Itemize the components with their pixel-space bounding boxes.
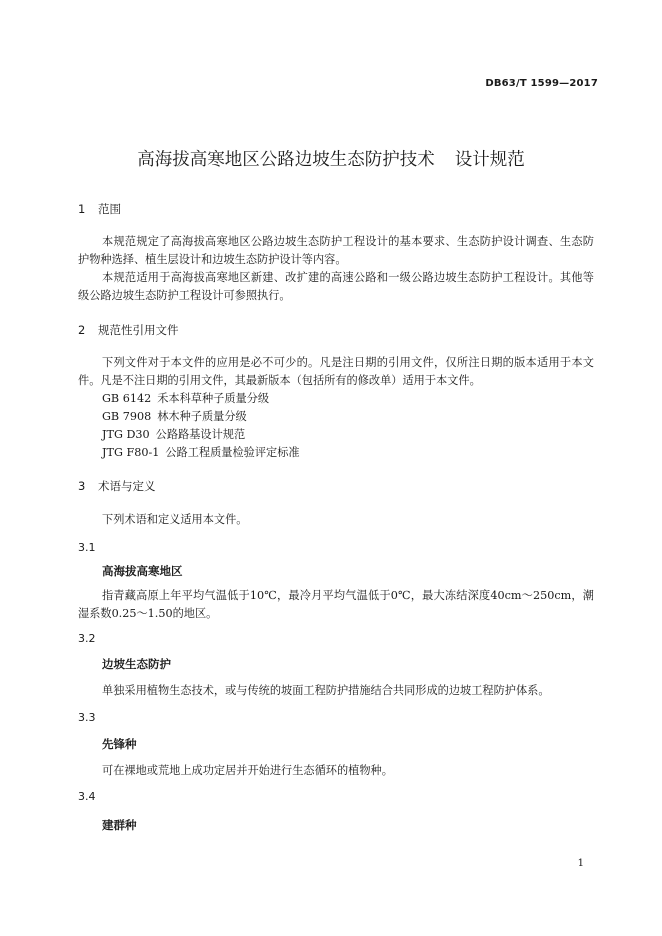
reference-code: JTG F80-1 (102, 446, 160, 459)
reference-code: GB 7908 (102, 410, 152, 423)
section-heading-scope (78, 201, 121, 217)
section-title: 范围 (98, 202, 121, 216)
term-number: 3.4 (78, 790, 96, 803)
term-name: 高海拔高寒地区 (102, 564, 183, 578)
scope-paragraph-1: 本规范规定了高海拔高寒地区公路边坡生态防护工程设计的基本要求、生态防护设计调查、生态防护物种选择、植生层设计和边坡生态防护设计等内容。 (78, 235, 594, 266)
reference-name: 公路路基设计规范 (155, 428, 246, 441)
term-definition: 指青藏高原上年平均气温低于10℃，最冷月平均气温低于0℃，最大冻结深度40cm～250cm，潮湿系数0.25～1.50的地区。 (78, 589, 594, 620)
reference-item (102, 426, 245, 442)
section-number: 1 (78, 202, 86, 216)
term-number: 3.2 (78, 632, 96, 645)
term-definition: 单独采用植物生态技术，或与传统的坡面工程防护措施结合共同形成的边坡工程防护体系。 (102, 684, 550, 697)
term-number: 3.3 (78, 711, 96, 724)
scope-paragraph-2: 本规范适用于高海拔高寒地区新建、改扩建的高速公路和一级公路边坡生态防护工程设计。其他等级公路边坡生态防护工程设计可参照执行。 (78, 271, 594, 302)
reference-code: JTG D30 (102, 428, 150, 441)
term-number: 3.1 (78, 541, 96, 554)
section-heading-references (78, 322, 179, 338)
reference-name: 禾本科草种子质量分级 (157, 392, 270, 405)
term-name: 建群种 (102, 818, 137, 832)
reference-item (102, 390, 269, 406)
term-definition: 可在裸地或荒地上成功定居并开始进行生态循环的植物种。 (102, 764, 393, 777)
section-number: 2 (78, 323, 86, 337)
reference-name: 公路工程质量检验评定标准 (165, 446, 300, 459)
document-code: DB63/T 1599—2017 (485, 78, 598, 89)
section-title: 术语与定义 (98, 479, 156, 493)
reference-code: GB 6142 (102, 392, 152, 405)
reference-item (102, 444, 300, 460)
reference-item (102, 408, 247, 424)
terms-intro: 下列术语和定义适用本文件。 (102, 513, 248, 526)
term-name: 先锋种 (102, 737, 137, 751)
title-main: 高海拔高寒地区公路边坡生态防护技术 (137, 150, 435, 170)
reference-name: 林木种子质量分级 (157, 410, 247, 423)
references-intro: 下列文件对于本文件的应用是必不可少的。凡是注日期的引用文件，仅所注日期的版本适用于本文件。凡是不注日期的引用文件，其最新版本（包括所有的修改单）适用于本文件。 (78, 356, 594, 387)
section-number: 3 (78, 479, 86, 493)
section-title: 规范性引用文件 (98, 323, 179, 337)
term-name: 边坡生态防护 (102, 657, 171, 671)
title-sub: 设计规范 (454, 150, 525, 170)
page-number: 1 (577, 858, 584, 869)
section-heading-terms (78, 478, 156, 494)
document-title (0, 146, 662, 171)
